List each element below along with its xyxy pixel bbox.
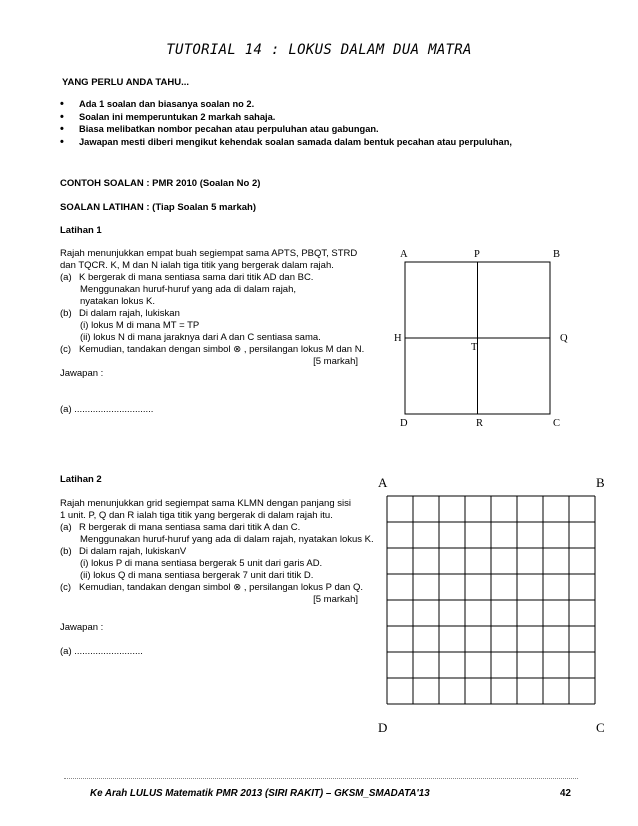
part-label: (b) [60, 546, 72, 557]
part-a [60, 522, 370, 534]
list-item: • Ada 1 soalan dan biasanya soalan no 2. [60, 99, 512, 112]
question-text: Rajah menunjukkan grid segiempat sama KLMN dengan panjang sisi [60, 498, 351, 509]
label-T: T [471, 342, 478, 353]
intro-bullet-list [60, 99, 512, 150]
footer-divider [64, 778, 578, 779]
part-b [60, 546, 370, 558]
label-C: C [596, 720, 605, 735]
marks-label: [5 markah] [313, 356, 358, 367]
label-C: C [553, 418, 561, 429]
answer-line-a: (a) .......................... [60, 646, 143, 657]
jawapan-label: Jawapan : [60, 368, 104, 379]
label-D: D [400, 418, 408, 429]
part-label: (c) [60, 344, 72, 355]
question-text: Di dalam rajah, lukiskan [79, 308, 180, 319]
square-diagram [390, 244, 580, 434]
label-Q: Q [560, 333, 568, 344]
question-text: Menggunakan huruf-huruf yang ada di dalam rajah, [80, 284, 297, 295]
question-text: Menggunakan huruf-huruf yang ada di dalam rajah, nyatakan lokus K. [80, 534, 374, 545]
latihan-heading: SOALAN LATIHAN : (Tiap Soalan 5 markah) [60, 202, 257, 213]
intro-heading: YANG PERLU ANDA TAHU... [62, 77, 190, 88]
label-B: B [596, 475, 605, 490]
question-text: K bergerak di mana sentiasa sama dari titik AD dan BC. [79, 272, 314, 283]
label-A: A [378, 475, 388, 490]
part-a [60, 272, 370, 284]
grid-lines [387, 496, 595, 704]
question-text: Rajah menunjukkan empat buah segiempat sama APTS, PBQT, STRD [60, 248, 358, 259]
question-text: nyatakan lokus K. [80, 296, 155, 307]
latihan1-heading: Latihan 1 [60, 225, 102, 236]
list-item: • Soalan ini memperuntukan 2 markah sahaja. [60, 112, 512, 125]
question-text: (i) lokus P di mana sentiasa bergerak 5 unit dari garis AD. [80, 558, 323, 569]
page-title: TUTORIAL 14 : LOKUS DALAM DUA MATRA [166, 42, 472, 58]
marks-label: [5 markah] [313, 594, 358, 605]
question-text: 1 unit. P, Q dan R ialah tiga titik yang bergerak di dalam rajah itu. [60, 510, 333, 521]
latihan1-question [60, 248, 370, 380]
part-label: (a) [60, 522, 72, 533]
label-H: H [394, 333, 402, 344]
list-item: • Jawapan mesti diberi mengikut kehendak soalan samada dalam bentuk pecahan atau perpuluhan, [60, 137, 512, 150]
question-text: R bergerak di mana sentiasa sama dari titik A dan C. [79, 522, 301, 533]
jawapan-label: Jawapan : [60, 622, 104, 633]
label-P: P [474, 249, 480, 260]
part-label: (b) [60, 308, 72, 319]
label-D: D [378, 720, 388, 735]
part-c [60, 582, 370, 594]
question-text: Kemudian, tandakan dengan simbol ⊗ , persilangan lokus M dan N. [79, 344, 365, 355]
list-item: • Biasa melibatkan nombor pecahan atau perpuluhan atau gabungan. [60, 124, 512, 137]
question-text: Kemudian, tandakan dengan simbol ⊗ , persilangan lokus P dan Q. [79, 582, 363, 593]
label-R: R [476, 418, 484, 429]
part-b [60, 308, 370, 320]
page-number: 42 [560, 788, 571, 799]
label-B: B [553, 249, 561, 260]
part-c [60, 344, 370, 356]
question-text: (ii) lokus N di mana jaraknya dari A dan C sentiasa sama. [80, 332, 321, 343]
answer-line-a: (a) .............................. [60, 404, 154, 415]
question-text: Di dalam rajah, lukiskanV [79, 546, 187, 557]
footer-text: Ke Arah LULUS Matematik PMR 2013 (SIRI RAKIT) – GKSM_SMADATA'13 [90, 788, 430, 799]
grid-diagram [370, 470, 632, 742]
contoh-heading: CONTOH SOALAN : PMR 2010 (Soalan No 2) [60, 178, 261, 189]
part-label: (a) [60, 272, 72, 283]
question-text: (i) lokus M di mana MT = TP [80, 320, 200, 331]
latihan2-heading: Latihan 2 [60, 474, 102, 485]
question-text: dan TQCR. K, M dan N ialah tiga titik yang bergerak dalam rajah. [60, 260, 334, 271]
label-A: A [400, 249, 408, 260]
latihan2-question [60, 498, 374, 606]
question-text: (ii) lokus Q di mana sentiasa bergerak 7 unit dari titik D. [80, 570, 314, 581]
part-label: (c) [60, 582, 72, 593]
